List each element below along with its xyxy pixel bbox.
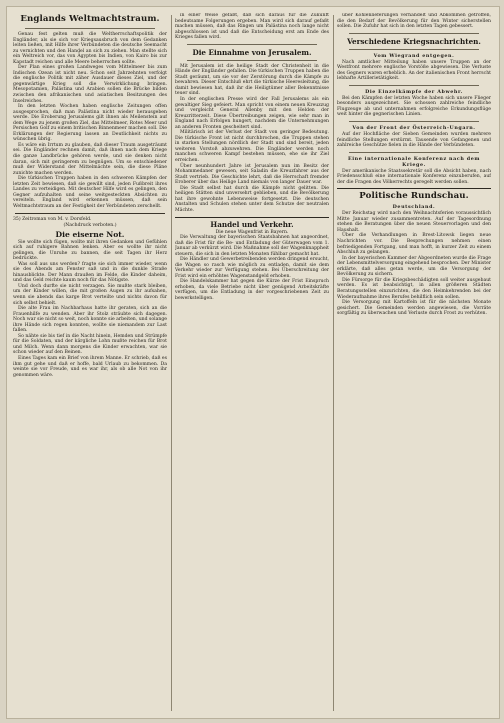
- paragraph: Bei den Kämpfen der letzten Woche haben sich unsere Flieger besonders ausgezeichnet. Sie schossen zahlreiche feindliche Flugzeuge ab und unternahmen erfolgreiche Erkundungsflüge weit hinter die gegnerischen Linien.: [337, 95, 491, 118]
- article-lead: Deutschland.: [392, 204, 436, 211]
- divider: [349, 121, 479, 122]
- serial-number: 35): [13, 216, 21, 222]
- item-heading: Von der Front der Österreich-Ungarn.: [352, 125, 476, 132]
- paragraph: Über die Verhandlungen in Brest-Litowsk liegen neue Nachrichten vor. Die Besprechungen nehmen einen befriedigenden Fortgang, und man hofft, in kurzer Zeit zu einem Abschluß zu gelangen.: [337, 233, 491, 256]
- paragraph: Der Reichstag wird nach den Weihnachtsferien voraussichtlich Mitte Januar wieder zusammentreten. Auf der Tagesordnung stehen die Beratungen über die neuen Steuervorlagen und den Haushalt.: [337, 211, 491, 233]
- column-3: [337, 13, 491, 713]
- divider: [187, 44, 317, 45]
- article-title: Die Einnahme von Jerusalem.: [192, 47, 312, 57]
- paragraph: Über neunhundert Jahre ist Jerusalem nun im Besitz der Mohammedaner gewesen, seit Saladin die Kreuzfahrer aus der Stadt vertrieb. Die Geschichte lehrt, daß die Herrschaft fremder Eroberer über das Heilige Land niemals von langer Dauer war.: [175, 163, 329, 186]
- divider: [349, 49, 479, 50]
- paragraph: Genau fest gelten muß die Weltherrschaftspolitik der Engländer, als sie sich vor Kriegsausbruch von dem Gedanken leiten ließen, mit Hilfe ihrer Verbündeten die deutsche Seemacht zu vernichten und den Handel an sich zu ziehen. Man stellte sich ein Weltreich vor, das von Ägypten bis Indien, von Kairo bis zur Kapstadt reichen und alle Meere beherrschen sollte.: [13, 32, 167, 65]
- paragraph: In der bayerischen Kammer der Abgeordneten wurde die Frage der Lebensmittelversorgung eingehend besprochen. Der Minister erklärte, daß alles getan werde, um die Versorgung der Bevölkerung zu sichern.: [337, 255, 491, 278]
- divider: [349, 33, 479, 34]
- section-divider: [15, 213, 165, 214]
- serial-note: (Nachdruck verboten.): [63, 223, 117, 228]
- serial-subtitle: Zeitroman von M. v. Dorsfeld.: [22, 216, 92, 222]
- serial-header: [13, 217, 167, 223]
- paragraph: Die Stadt selbst hat durch die Kämpfe nicht gelitten. Die heiligen Stätten sind unversehrt geblieben, und die Bevölkerung hat ihre gewohnte Lebensweise fortgesetzt. Die deutschen Anstalten und Schulen stehen unter dem Schutze der neutralen Mächte.: [175, 185, 329, 213]
- paragraph: Es wäre ein Irrtum zu glauben, daß dieser Traum ausgeträumt sei. Die Engländer rechnen damit, daß ihnen nach dem Kriege die ganze Landbrücke gehören werde, und sie denken nicht daran, sich mit geringerem zu begnügen. Um so entschiedener muß der Widerstand der Mittelmächte sein, die diese Pläne zunichte machen werden.: [13, 142, 167, 176]
- item-heading: Die Einzelkämpfe der Abwehr.: [365, 88, 463, 95]
- divider: [349, 85, 479, 86]
- column-1: [13, 13, 167, 713]
- paragraph: Sie wollte sich fügen, wollte mit ihren Gedanken und Gefühlen sich auf ruhigere Bahnen lenken. Aber es wollte ihr nicht gelingen, die Unruhe zu bannen, die seit Tagen ihr Herz bedrückte.: [13, 239, 167, 262]
- paragraph: Auf der Hochfläche der Sieben Gemeinden wurden mehrere feindliche Stellungen erstürmt. Tausende von Gefangenen und zahlreiche Geschütze fielen in die Hände der Verbündeten.: [337, 132, 491, 149]
- paragraph: Die Handelskammer hat gegen die Kürze der Frist Einspruch erhoben, da viele Betriebe nicht über genügend Arbeitskräfte verfügen, um die Entladung in der vorgeschriebenen Zeit zu bewerkstelligen.: [175, 279, 329, 302]
- paragraph: Eines Tages kam ein Brief von ihrem Manne. Er schrieb, daß es ihm gut gehe und daß er hoffe, bald Urlaub zu bekommen. Da weinte sie vor Freude, und es war ihr, als ob alle Not von ihr genommen wäre.: [13, 355, 167, 378]
- paragraph: Die alte Frau im Nachbarhaus hatte ihr geraten, sich an die Frauenhilfe zu wenden. Aber ihr Stolz sträubte sich dagegen. Noch war sie nicht so weit, noch konnte sie arbeiten, und solange ihre Hände sich regen konnten, wollte sie niemandem zur Last fallen.: [13, 306, 167, 334]
- article-lead: Die neue Wagenfrist in Bayern.: [215, 229, 289, 235]
- paragraph: Die Verwaltung der bayerischen Staatsbahnen hat angeordnet, daß die Frist für die Be- und Entladung der Güterwagen vom 1. Januar ab verkürzt wird. Die Maßnahme soll der Wagenknappheit steuern, die sich in den letzten Monaten fühlbar gemacht hat.: [175, 235, 329, 257]
- paragraph: über Kohlenlieferungen verhandelt und Abkommen getroffen, die den Bedarf der Bevölkerung für den Winter sicherstellen sollen. Die Zufuhr hat sich in den letzten Tagen gebessert.: [337, 13, 491, 30]
- newspaper-page: [6, 6, 500, 719]
- item-heading: Eine internationale Konferenz nach dem Kriege.: [347, 155, 481, 168]
- divider: [25, 28, 155, 29]
- paragraph: In der englischen Presse wird der Fall Jerusalems als ein gewaltiger Sieg gefeiert. Man spricht von einem neuen Kreuzzug und vergleicht General Allenby mit den Helden der Kreuzritterzeit. Diese Übertreibungen zeigen, wie sehr man in England nach Erfolgen hungert, nachdem die Unternehmungen an anderen Fronten gescheitert sind.: [175, 97, 329, 130]
- paragraph: Die Händler und Gewerbetreibenden werden dringend ersucht, die Wagen so rasch wie möglich zu entladen, damit sie dem Verkehr wieder zur Verfügung stehen. Bei Überschreitung der Frist wird ein erhöhtes Wagenstandgeld erhoben.: [175, 257, 329, 279]
- section-divider: [175, 217, 329, 218]
- paragraph: Die Versorgung mit Kartoffeln ist für die nächsten Monate gesichert. Die Gemeinden werden angewiesen, die Vorräte sorgfältig zu überwachen und Verluste durch Frost zu verhüten.: [337, 300, 491, 317]
- paragraph: So nähte sie bis tief in die Nacht hinein, Hemden und Strümpfe für die Soldaten, und der kärgliche Lohn mußte reichen für Brot und Milch. Wenn dann morgens die Kinder erwachten, war sie schon wieder auf den Beinen.: [13, 333, 167, 356]
- section-divider: [337, 188, 491, 189]
- paragraph: Und doch durfte sie nicht verzagen. Sie mußte stark bleiben, um der Kinder willen, die mit großen Augen zu ihr aufsahen, wenn sie abends das karge Brot verteilte und nichts davon für sich selbst behielt.: [13, 283, 167, 306]
- article-title: Verschiedene Kriegsnachrichten.: [347, 36, 481, 46]
- column-rule: [171, 15, 172, 711]
- divider: [187, 60, 317, 61]
- paragraph: Nach amtlicher Mitteilung haben unsere Truppen an der Westfront mehrere englische Vorstöße abgewiesen. Die Verluste des Gegners waren erheblich. An der italienischen Front herrscht lebhafte Artillerietätigkeit.: [337, 59, 491, 82]
- paragraph: Was soll aus uns werden? fragte sie sich immer wieder, wenn sie des Abends am Fenster saß und in die dunkle Straße hinausblickte. Der Mann draußen im Felde, die Kinder daheim, und das Geld reichte kaum noch für das Nötigste.: [13, 261, 167, 284]
- article-title: Englands Weltmachtstraum.: [20, 14, 160, 24]
- article-title: Handel und Verkehr.: [210, 219, 294, 229]
- paragraph: Die türkischen Truppen haben in den schweren Kämpfen der letzten Zeit bewiesen, daß sie gewillt sind, jeden Fußbreit ihres Landes zu verteidigen. Mit deutscher Hilfe wird es gelingen, den Gegner aufzuhalten und seine weitgesteckten Absichten zu vereiteln. England wird erkennen müssen, daß sein Weltmachtstraum an der Festigkeit der Verbündeten zerschellt.: [13, 176, 167, 209]
- column-rule: [333, 15, 334, 711]
- paragraph: Der amerikanische Staatssekretär soll die Absicht haben, nach Friedensschluß eine internationale Konferenz einzuberufen, auf der die Fragen des Völkerrechts geregelt werden sollen.: [337, 168, 491, 185]
- paragraph: Der Plan eines großen Landweges vom Mittelmeer bis zum Indischen Ozean ist nicht neu. Schon seit Jahrzehnten verfolgt die englische Politik mit zäher Ausdauer dieses Ziel, und der gegenwärtige Krieg soll die Verwirklichung bringen. Mesopotamien, Palästina und Arabien sollen die Brücke bilden zwischen den afrikanischen und asiatischen Besitzungen des Inselreiches.: [13, 65, 167, 104]
- divider: [349, 152, 479, 153]
- serial-title: Die eiserne Not.: [55, 229, 125, 239]
- article-title: Politische Rundschau.: [359, 191, 469, 202]
- paragraph: in einer Weise gefaßt, daß sich daraus für die Zukunft bedeutsame Folgerungen ergeben. Man wird sich darauf gefaßt machen müssen, daß das Ringen um Palästina noch lange nicht abgeschlossen ist und daß die Entscheidung erst am Ende des Krieges fallen wird.: [175, 13, 329, 41]
- paragraph: Mit Jerusalem ist die heilige Stadt der Christenheit in die Hände der Engländer gefallen. Die türkischen Truppen haben die Stadt geräumt, um sie vor der Zerstörung durch die Kämpfe zu bewahren. Dieser Entschluß ehrt die türkische Heeresleitung, die damit bewiesen hat, daß ihr die Heiligtümer aller Bekenntnisse teuer sind.: [175, 63, 329, 97]
- paragraph: In den letzten Wochen haben englische Zeitungen offen ausgesprochen, daß man Palästina nicht wieder herausgeben werde. Die Eroberung Jerusalems gilt ihnen als Meilenstein auf dem Wege zu jenem großen Ziel, das Mittelmeer, Rotes Meer und Persischen Golf zu einem britischen Binnenmeer machen soll. Die Erklärungen der Regierung lassen an Deutlichkeit nichts zu wünschen übrig.: [13, 104, 167, 143]
- column-2: [175, 13, 329, 713]
- paragraph: Militärisch ist der Verlust der Stadt von geringer Bedeutung. Die türkische Front ist nicht durchbrochen, die Truppen stehen in starken Stellungen nördlich der Stadt und sind bereit, jeden weiteren Vorstoß abzuwehren. Die Engländer werden noch manchen schweren Kampf bestehen müssen, ehe sie ihr Ziel erreichen.: [175, 130, 329, 164]
- paragraph: Die Fürsorge für die Kriegsbeschädigten soll weiter ausgebaut werden. Es ist beabsichtigt, in allen größeren Städten Beratungsstellen einzurichten, die den Heimkehrenden bei der Wiederaufnahme ihres Berufes behilflich sein sollen.: [337, 277, 491, 300]
- item-heading: Vom Wiegrand entgegen.: [373, 52, 455, 59]
